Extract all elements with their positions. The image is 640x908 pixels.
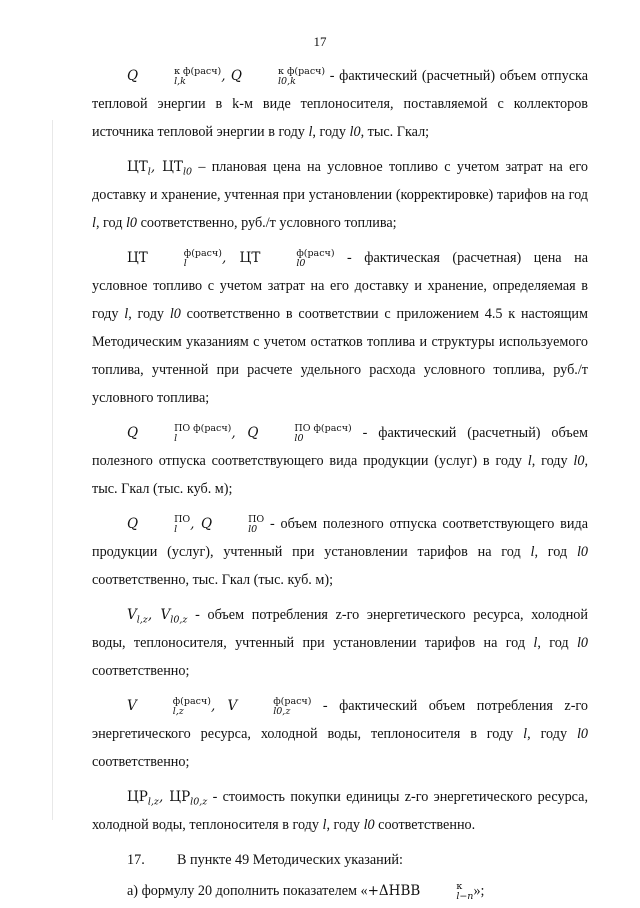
formula-delta-nvv: +ΔНВВ к l−n xyxy=(367,880,474,902)
formula-q-po-fact: Q ПО ф(расч) l , Q ПО ф(расч) l0 xyxy=(127,422,352,444)
definition-ct-fact: ЦТ ф(расч) l , ЦТ ф(расч) l0 - фактическая (расчетная) цена на условное топливо с учетом затрат на его доставку и хранение, определяемая в году l, году l0 соответственно в соответствии с приложением 4.5 к настоящим Методическим указаниям с учетом остатков топлива и структуры используемого топлива, учтенной при расчете удельного расхода условного топлива, руб./т условного топлива; xyxy=(92,247,589,406)
formula-ct-fact: ЦТ ф(расч) l , ЦТ ф(расч) l0 xyxy=(127,247,335,269)
page-number: 17 xyxy=(313,34,327,49)
scan-artifact-line xyxy=(52,120,53,820)
numbered-item-17 xyxy=(92,846,588,874)
formula-ct-l: $ЦТ_l$, $ЦТ_{l0}$ xyxy=(127,159,193,178)
definition-ct-l: $ЦТ_l$, $ЦТ_{l0}$ – плановая цена на условное топливо с учетом затрат на его доставку и хранение, учтенная при установлении (корректировке) тарифов на год l, год l0 соответственно, руб./т условного топлива; xyxy=(92,159,588,231)
definition-q-lk: Q к ф(расч) l,k , Q к ф(расч) l0,k - фактический (расчетный) объем отпуска тепловой энергии в k-м виде теплоносителя, поставляемой с коллекторов источника тепловой энергии в году l, году l0, тыс. Гкал; xyxy=(92,65,588,140)
definition-v-lz: $V_{l,z}$, $V_{l0,z}$ - объем потребления z-го энергетического ресурса, холодной воды, теплоносителя, учтенный при установлении тарифов на год l, год l0 соответственно; xyxy=(92,607,588,679)
definition-cr-lz: $ЦР_{l,z}$, $ЦР_{l0,z}$ - стоимость покупки единицы z-го энергетического ресурса, холодной воды, теплоносителя в году l, году l0 соответственно. xyxy=(92,789,588,833)
formula-v-fact: V ф(расч) l,z , V ф(расч) l0,z xyxy=(127,695,312,717)
formula-q-po: Q ПО l , Q ПО l0 xyxy=(127,513,265,535)
definition-q-po-fact: Q ПО ф(расч) l , Q ПО ф(расч) l0 - фактический (расчетный) объем полезного отпуска соответствующего вида продукции (услуг) в году l, году l0, тыс. Гкал (тыс. куб. м); xyxy=(92,422,588,497)
formula-cr-lz: $ЦР_{l,z}$, $ЦР_{l0,z}$ xyxy=(127,789,208,808)
definition-q-po: Q ПО l , Q ПО l0 - объем полезного отпуска соответствующего вида продукции (услуг), учтенный при установлении тарифов на год l, год l0 соответственно, тыс. Гкал (тыс. куб. м); xyxy=(92,513,589,588)
item-number: 17. xyxy=(127,852,145,868)
document-body xyxy=(92,62,588,908)
definition-v-fact: V ф(расч) l,z , V ф(расч) l0,z - фактический объем потребления z-го энергетического ресурса, холодной воды, теплоносителя в году l, году l0 соответственно; xyxy=(92,695,588,770)
formula-v-lz: $V_{l,z}$, $V_{l0,z}$ xyxy=(127,607,188,626)
subitem-a: а) формулу 20 дополнить показателем «+ΔНВВ к l−n »; xyxy=(127,880,485,902)
formula-q-lk: Q к ф(расч) l,k , Q к ф(расч) l0,k xyxy=(127,65,326,87)
item-text: В пункте 49 Методических указаний: xyxy=(177,852,403,868)
